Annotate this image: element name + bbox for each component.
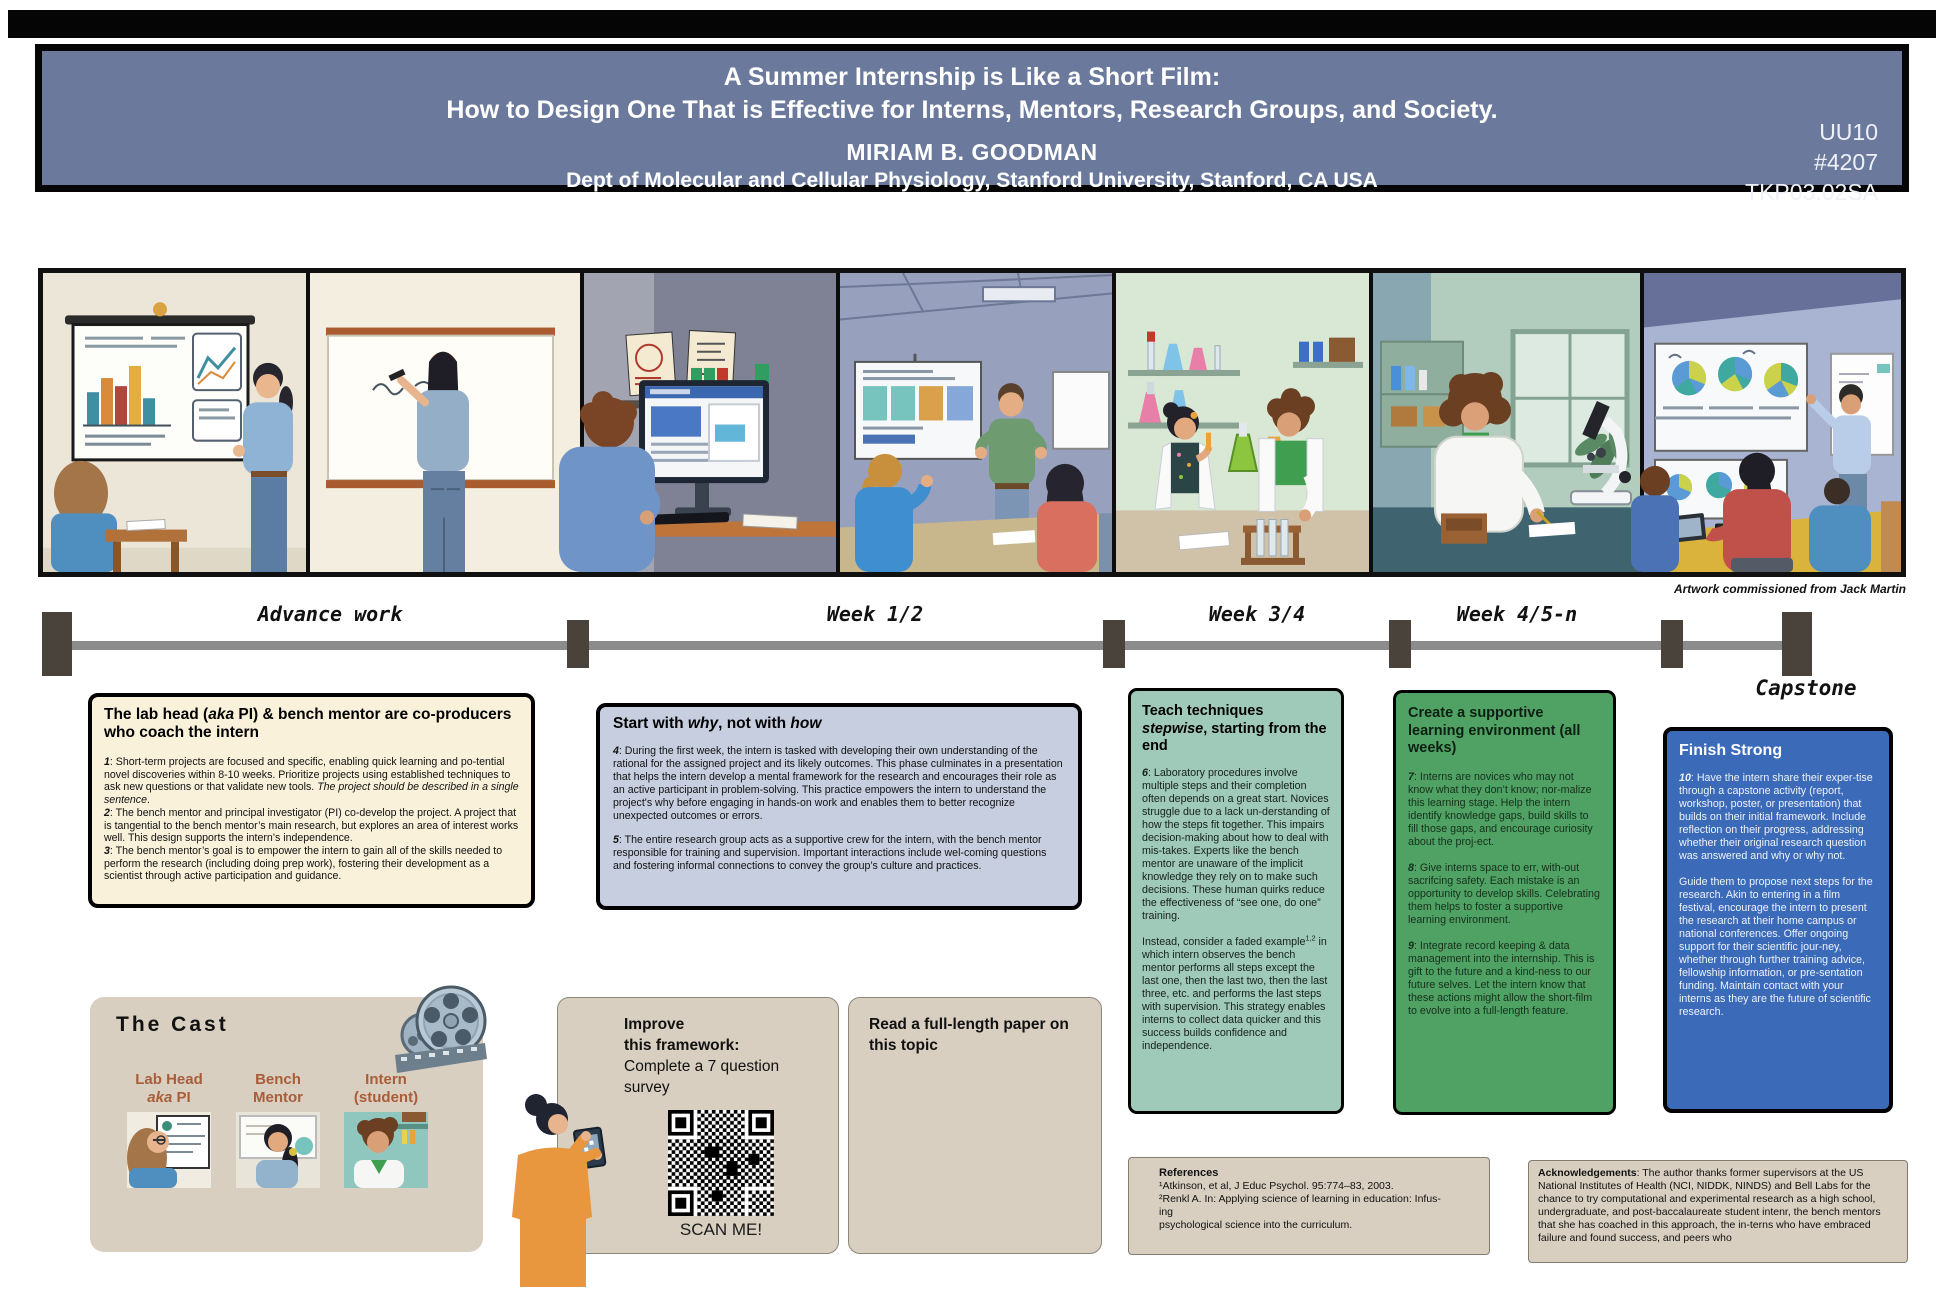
- survey-box: [557, 997, 839, 1254]
- coproducers-box: [88, 693, 535, 908]
- qr-code-icon: [668, 1110, 774, 1216]
- teach-stepwise-title: Teach techniques stepwise, starting from the end: [1142, 703, 1327, 754]
- top-black-bar: [8, 10, 1936, 38]
- reference-line: ing: [1159, 1206, 1174, 1218]
- reference-line: ¹Atkinson, et al, J Educ Psychol. 95:774–83, 2003.: [1159, 1180, 1394, 1192]
- acknowledgements-text: : The author thanks former supervisors at the US National Institutes of Health (NCI, NIDDK, NINDS) and Bell Labs for the chance to try computational and experimental research as a high school, undergraduate, and post-baccalaureate student intenr, the bench mentors that she has coached in this approach, the in-terns who have embraced failure and found success, and peers who: [1538, 1167, 1881, 1244]
- timeline-bar: [45, 641, 1811, 650]
- faded-example-paragraph: Instead, consider a faded example$^{1,2}$ in which intern observes the bench mentor performs all steps except the last one, then the last two, then the last three, etc. and performs the last steps with supervision. This strategy enables interns to collect data quicker and this success builds confidence and independence.: [1142, 932, 1328, 1052]
- panel-whiteboard-writing: [310, 273, 582, 572]
- survey-heading-line: Complete a 7 question survey: [624, 1058, 780, 1096]
- cast-label-line: Bench: [255, 1071, 301, 1088]
- poster-code-program: TKP03.02SA: [1745, 179, 1878, 205]
- scan-me-label: SCAN ME!: [679, 1220, 763, 1239]
- artwork-strip: [38, 268, 1906, 577]
- timeline-phase-week-4-5n: Week 4/5-n: [1456, 602, 1578, 626]
- timeline-tick-2: [1103, 620, 1125, 668]
- cast-label-line: Lab Head: [135, 1071, 203, 1088]
- timeline-phase-advance-work: Advance work: [257, 602, 403, 626]
- timeline-phase-week-1-2: Week 1/2: [826, 602, 924, 626]
- lab-head-portrait: [127, 1112, 211, 1188]
- point-8: 8: Give interns space to err, with-out sacrifcing safety. Each mistake is an opportunity to develop skills. Celebrating them helps to foster a supportive learning environment.: [1408, 861, 1600, 926]
- references-title: References: [1159, 1167, 1219, 1179]
- film-reel-icon: [393, 983, 488, 1083]
- paper-heading: Read a full-length paper on this topic: [869, 1016, 1069, 1054]
- timeline-end-marker: [1782, 612, 1812, 676]
- timeline-tick-1: [567, 620, 589, 668]
- author-affiliation: Dept of Molecular and Cellular Physiology, Stanford University, Stanford, CA USA: [566, 169, 1378, 192]
- cast-label-line: Intern: [365, 1071, 407, 1088]
- timeline-start-marker: [42, 612, 72, 676]
- point-2: 2: The bench mentor and principal investigator (PI) co-develop the project. A project that is tangential to the bench mentor’s main research, but explores an area of interest works well. This design supports the intern’s independence.: [104, 806, 519, 845]
- poster-header: [35, 44, 1909, 205]
- teach-stepwise-box: [1128, 688, 1344, 1114]
- cast-title: The Cast: [116, 1013, 229, 1036]
- acknowledgements-box: [1528, 1160, 1908, 1263]
- survey-heading-line: Improve: [624, 1016, 685, 1033]
- poster-codes: [1745, 117, 1878, 207]
- cast-label-bench-mentor: [220, 1071, 336, 1107]
- references-box: [1128, 1157, 1490, 1255]
- point-4: 4: During the first week, the intern is tasked with developing their own understanding of the rational for the assigned project and its likely outcomes. This phase culminates in a presentation that helps the intern develop a mental framework for the research and encourages their role as an active participant in problem-solving. This practice empowers the intern to understand the project's why before engaging in hands-on work and enables them to better recognize unexpected outcomes or errors.: [613, 745, 1063, 822]
- cast-label-intern: [328, 1071, 444, 1107]
- cast-label-line: aka PI: [147, 1089, 191, 1106]
- artwork-credit: Artwork commissioned from Jack Martin: [1673, 582, 1906, 596]
- supportive-environment-box: [1393, 690, 1616, 1115]
- point-3: 3: The bench mentor’s goal is to empower the intern to gain all of the skills needed to perform the research (including doing prep work), fostering their development as a scientist through active participation and guidance.: [104, 844, 503, 883]
- poster-title-line2: How to Design One That is Effective for Interns, Mentors, Research Groups, and Society.: [446, 96, 1498, 124]
- poster-code-session: UU10: [1819, 119, 1878, 145]
- timeline-tick-4: [1661, 620, 1683, 668]
- panel-lab-benchwork: [1116, 273, 1371, 572]
- poster-title-line1: A Summer Internship is Like a Short Film:: [723, 63, 1221, 91]
- finish-strong-box: [1663, 727, 1893, 1113]
- point-5: 5: The entire research group acts as a supportive crew for the intern, with the bench mentor responsible for training and supervision. Important interactions include wel-coming questions and fostering informal connections to convey the group’s culture and practices.: [613, 834, 1047, 873]
- panel-capstone-talk: [1631, 273, 1901, 572]
- coproducers-title: The lab head (aka PI) & bench mentor are co-producers who coach the intern: [104, 706, 512, 741]
- cast-box: [90, 997, 483, 1252]
- author-name: MIRIAM B. GOODMAN: [846, 139, 1098, 165]
- bench-mentor-portrait: [236, 1112, 320, 1188]
- panel-microscope-notes: [1373, 273, 1642, 572]
- paper-box: [848, 997, 1102, 1254]
- guide-paragraph: Guide them to propose next steps for the research. Akin to entering in a film festival, encourage the intern to present the research at their home campus or national conferences. Offer ongoing support for their scientific jour-ney, whether through further training advice, fellowship information, or pre-sentation funding. Maintain contact with your interns as they are the future of scientific research.: [1679, 876, 1873, 1018]
- survey-heading-line: this framework:: [624, 1037, 740, 1054]
- finish-strong-title: Finish Strong: [1679, 742, 1783, 759]
- acknowledgements-label: Acknowledgements: [1538, 1167, 1637, 1179]
- survey-heading: [624, 1014, 824, 1098]
- reference-line: psychological science into the curriculum.: [1159, 1219, 1353, 1231]
- reference-line: ²Renkl A. In: Applying science of learning in education: Infus-: [1159, 1193, 1441, 1205]
- panel-computer-research: [559, 273, 838, 572]
- point-1: 1: Short-term projects are focused and specific, enabling quick learning and po-tential novel discoveries within 8-10 weeks. Prioritize projects using established techniques to ask new questions or that validate new tools. The project should be described in a single sentence.: [104, 756, 519, 807]
- start-with-why-title: Start with why, not with how: [613, 715, 822, 732]
- timeline-phase-capstone: Capstone: [1755, 676, 1857, 700]
- cast-label-line: Mentor: [253, 1089, 303, 1106]
- point-9: 9: Integrate record keeping & data management into the internship. This is gift to the future and a kind-ness to our future selves. Let the intern know that these actions might allow the short-film to evolve into a full-length feature.: [1408, 939, 1595, 1017]
- point-6: 6: Laboratory procedures involve multiple steps and their completion often depends on a great start. Novices struggle due to a lack un-derstanding of how the steps fit together. This impairs decision-making about how to deal with mis-takes. Experts like the bench mentor are unaware of the implicit knowledge they rely on to make such decisions. These human quirks reduce the effectiveness of “see one, do one” training.: [1142, 766, 1330, 922]
- timeline-phase-week-3-4: Week 3/4: [1208, 602, 1306, 626]
- timeline-tick-3: [1389, 620, 1411, 668]
- start-with-why-box: [596, 703, 1082, 910]
- supportive-environment-title: Create a supportive learning environment (all weeks): [1408, 705, 1581, 756]
- person-scanning-icon: [498, 1091, 614, 1287]
- panel-advance-briefing: [43, 273, 308, 572]
- artwork-illustration: [43, 273, 1901, 572]
- intern-portrait: [344, 1112, 428, 1188]
- panel-group-presentation: [840, 273, 1114, 572]
- poster-code-number: #4207: [1814, 149, 1878, 175]
- cast-label-line: (student): [353, 1089, 419, 1106]
- point-10: 10: Have the intern share their exper-tise through a capstone activity (report, workshop, poster, or presentation) that builds on their initial framework. Include reflection on their progress, addressing whether their original research question was answered and why or why not.: [1679, 772, 1873, 862]
- cast-label-lab-head: [111, 1071, 227, 1107]
- point-7: 7: Interns are novices who may not know what they don’t know; nor-malize this learning stage. Help the intern identify knowledge gaps, build skills to fill those gaps, and encourage curiosity about the proj-ect.: [1408, 770, 1593, 848]
